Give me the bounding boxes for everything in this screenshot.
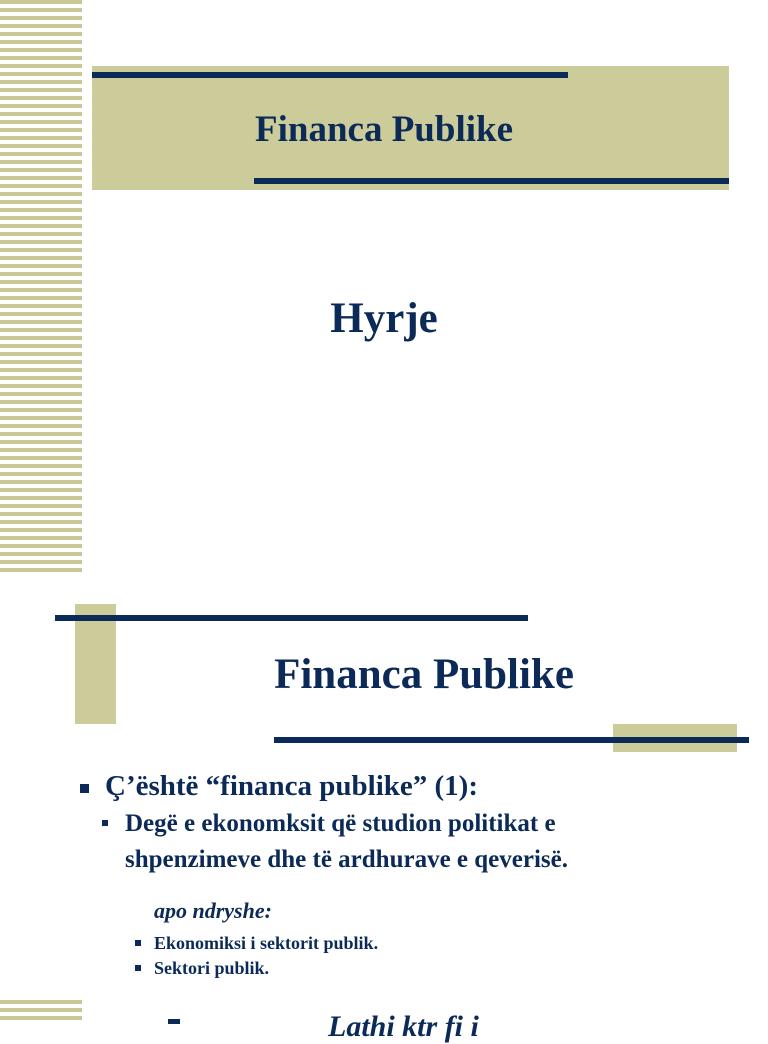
definition-line-2: shpenzimeve dhe të ardhurave e qeverisë. [125,846,568,873]
slide2-rule-bottom [274,737,749,743]
slide2-title: Financa Publike [274,651,574,698]
slide1-subtitle: Hyrje [330,295,438,342]
striped-sidebar-top [0,0,82,572]
definition-line-1: Degë e ekonomksit që studion politikat e [125,810,556,837]
alternative-label: apo ndryshe: [154,898,272,923]
bullet-question: Ç’është “financa publike” (1): [105,770,478,802]
item-square-icon-1 [135,940,141,946]
slide1-title: Financa Publike [254,109,514,150]
slide2-rule-top [55,615,528,621]
title-rule-bottom [254,178,729,184]
partial-bullet-icon [168,1019,180,1024]
sub-bullet-square-icon [102,820,108,826]
partial-bottom-text: Lathi ktr fi i [328,1010,479,1043]
striped-sidebar-bottom [0,1000,82,1024]
item-1: Ekonomiksi i sektorit publik. [154,933,379,953]
item-2: Sektori publik. [154,958,270,978]
bullet-square-icon [80,784,89,793]
item-square-icon-2 [135,965,141,971]
title-rule-top [92,72,568,78]
